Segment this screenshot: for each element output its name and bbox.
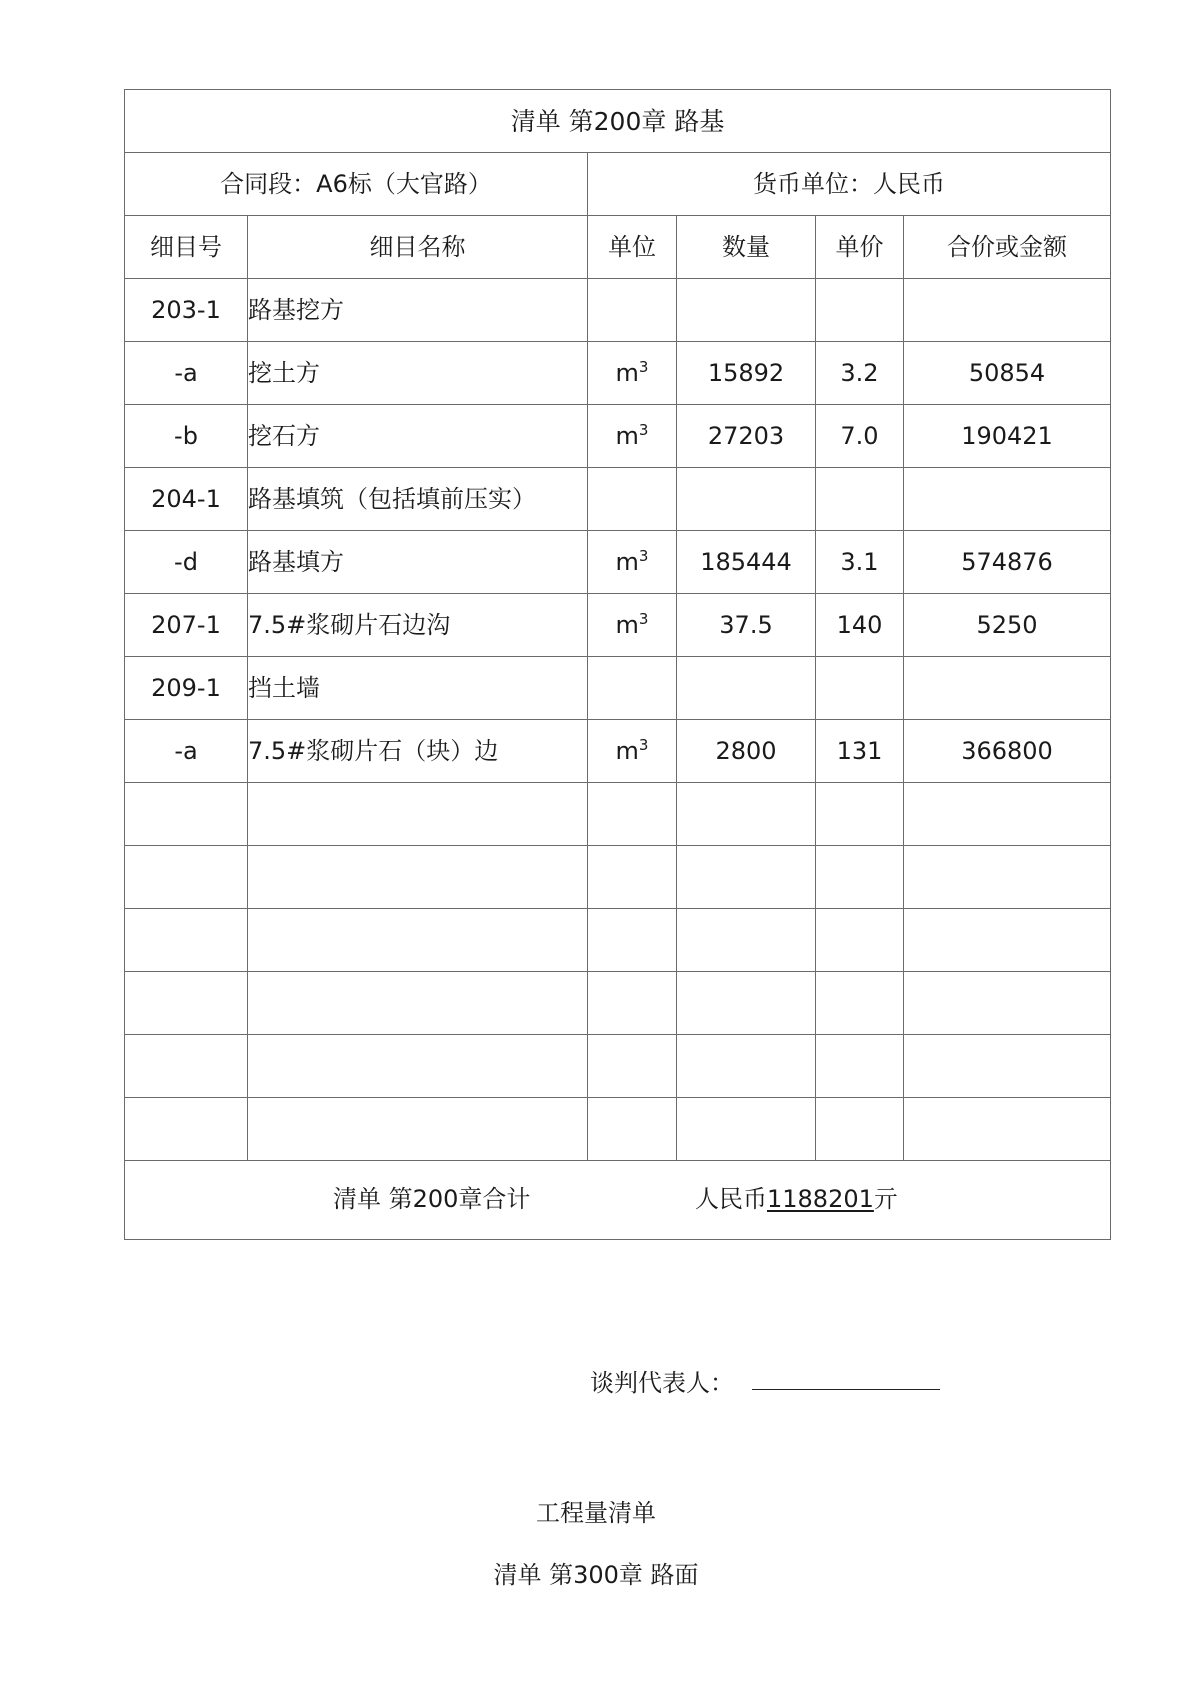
- row-unit-price: [816, 468, 904, 531]
- column-header-amount: 合价或金额: [904, 216, 1111, 279]
- row-name: [248, 405, 588, 468]
- row-amount: [904, 909, 1111, 972]
- row-unit-price: [816, 909, 904, 972]
- row-name-text: 路基填筑（包括填前压实）: [248, 485, 536, 513]
- row-unit: [588, 531, 677, 594]
- row-code: [125, 846, 248, 909]
- row-unit-text: m: [615, 611, 639, 639]
- table-row: [125, 342, 1111, 405]
- row-unit-exponent: 3: [638, 736, 649, 754]
- row-name: [248, 783, 588, 846]
- row-name: [248, 279, 588, 342]
- row-quantity: [677, 783, 816, 846]
- table-row: [125, 279, 1111, 342]
- row-amount: [904, 342, 1111, 405]
- row-name-text: 路基填方: [248, 548, 344, 576]
- row-unit-price-text: 3.2: [840, 359, 879, 387]
- row-quantity-text: 27203: [707, 422, 785, 450]
- table-row: [125, 720, 1111, 783]
- table-row: [125, 468, 1111, 531]
- row-name: [248, 342, 588, 405]
- column-header-unit: 单位: [588, 216, 677, 279]
- row-unit-price: [816, 657, 904, 720]
- row-name: [248, 1035, 588, 1098]
- row-code: [125, 1035, 248, 1098]
- row-name: [248, 972, 588, 1035]
- row-quantity: [677, 846, 816, 909]
- row-unit-price: [816, 531, 904, 594]
- row-unit-price: [816, 279, 904, 342]
- row-code: [125, 279, 248, 342]
- row-code-text: -a: [174, 359, 198, 387]
- row-unit-exponent: 3: [638, 421, 649, 439]
- row-quantity: [677, 720, 816, 783]
- row-code: [125, 783, 248, 846]
- table-meta-row: [125, 153, 1111, 216]
- row-amount: [904, 846, 1111, 909]
- table-title: 清单 第200章 路基: [125, 90, 1111, 153]
- row-code: [125, 1098, 248, 1161]
- row-amount: [904, 279, 1111, 342]
- row-name-text: 7.5#浆砌片石（块）边: [248, 737, 499, 765]
- row-unit-price: [816, 1035, 904, 1098]
- row-code: [125, 531, 248, 594]
- total-currency: 人民币: [695, 1185, 767, 1213]
- row-name-text: 挖土方: [248, 359, 320, 387]
- row-unit: [588, 405, 677, 468]
- row-unit-price-text: 7.0: [840, 422, 879, 450]
- row-unit-exponent: 3: [638, 610, 649, 628]
- row-amount: [904, 720, 1111, 783]
- row-unit-price-text: 140: [836, 611, 883, 639]
- row-quantity: [677, 342, 816, 405]
- row-quantity: [677, 1035, 816, 1098]
- row-unit-text: m: [615, 422, 639, 450]
- row-unit-text: m: [615, 737, 639, 765]
- row-unit-price: [816, 720, 904, 783]
- row-quantity: [677, 594, 816, 657]
- row-code: [125, 657, 248, 720]
- negotiator-signature-label: 谈判代表人：: [590, 1369, 734, 1397]
- row-code-text: -b: [174, 422, 198, 450]
- row-unit-price: [816, 405, 904, 468]
- row-amount-text: 5250: [976, 611, 1038, 639]
- row-name: [248, 531, 588, 594]
- row-unit-price: [816, 972, 904, 1035]
- row-code: [125, 405, 248, 468]
- contract-section-label: 合同段：A6标（大官路）: [125, 153, 588, 216]
- total-amount: [695, 1187, 898, 1211]
- column-header-row: [125, 216, 1111, 279]
- table-title-row: [125, 90, 1111, 153]
- row-quantity: [677, 1098, 816, 1161]
- row-unit: [588, 783, 677, 846]
- row-name: [248, 657, 588, 720]
- total-row: [125, 1161, 1111, 1240]
- table-row: [125, 846, 1111, 909]
- row-name: [248, 846, 588, 909]
- column-header-code: 细目号: [125, 216, 248, 279]
- table-row: [125, 1035, 1111, 1098]
- row-amount: [904, 972, 1111, 1035]
- total-value: 1188201: [767, 1185, 874, 1213]
- row-code-text: 203-1: [151, 296, 221, 324]
- row-amount: [904, 783, 1111, 846]
- row-amount-text: 366800: [961, 737, 1053, 765]
- row-amount: [904, 468, 1111, 531]
- row-amount: [904, 531, 1111, 594]
- row-quantity: [677, 279, 816, 342]
- row-name-text: 7.5#浆砌片石边沟: [248, 611, 451, 639]
- table-row: [125, 972, 1111, 1035]
- row-quantity: [677, 531, 816, 594]
- table-row: [125, 594, 1111, 657]
- row-unit-exponent: 3: [638, 547, 649, 565]
- row-unit-price: [816, 1098, 904, 1161]
- row-code: [125, 909, 248, 972]
- row-unit: [588, 720, 677, 783]
- row-code: [125, 972, 248, 1035]
- row-unit-text: m: [615, 548, 639, 576]
- row-amount-text: 574876: [961, 548, 1053, 576]
- row-amount-text: 50854: [968, 359, 1046, 387]
- row-unit-price: [816, 783, 904, 846]
- row-unit: [588, 657, 677, 720]
- table-row: [125, 531, 1111, 594]
- bill-of-quantities-table: [124, 89, 1111, 1240]
- row-unit-price: [816, 594, 904, 657]
- row-code-text: 209-1: [151, 674, 221, 702]
- document-title: 工程量清单: [536, 1499, 656, 1527]
- next-chapter-title: 清单 第300章 路面: [493, 1561, 699, 1589]
- row-name: [248, 468, 588, 531]
- row-name-text: 路基挖方: [248, 296, 344, 324]
- row-unit: [588, 909, 677, 972]
- row-unit: [588, 594, 677, 657]
- row-code: [125, 342, 248, 405]
- column-header-unit-price: 单价: [816, 216, 904, 279]
- signature-line: [752, 1389, 940, 1390]
- row-quantity: [677, 972, 816, 1035]
- row-code-text: -a: [174, 737, 198, 765]
- row-amount: [904, 657, 1111, 720]
- row-quantity-text: 2800: [715, 737, 777, 765]
- row-unit-price-text: 3.1: [840, 548, 879, 576]
- row-unit: [588, 279, 677, 342]
- total-cell: [125, 1161, 1111, 1240]
- row-code-text: 207-1: [151, 611, 221, 639]
- row-code-text: -d: [174, 548, 198, 576]
- row-quantity: [677, 657, 816, 720]
- total-label: 清单 第200章合计: [333, 1185, 531, 1213]
- row-name: [248, 594, 588, 657]
- row-code: [125, 594, 248, 657]
- row-unit-price: [816, 342, 904, 405]
- row-code-text: 204-1: [151, 485, 221, 513]
- row-amount: [904, 594, 1111, 657]
- row-unit: [588, 1098, 677, 1161]
- row-unit-price: [816, 846, 904, 909]
- row-unit: [588, 468, 677, 531]
- row-amount: [904, 405, 1111, 468]
- table-row: [125, 909, 1111, 972]
- row-unit: [588, 972, 677, 1035]
- row-code: [125, 720, 248, 783]
- row-unit-exponent: 3: [638, 358, 649, 376]
- row-name: [248, 909, 588, 972]
- row-amount: [904, 1098, 1111, 1161]
- table-row: [125, 1098, 1111, 1161]
- column-header-quantity: 数量: [677, 216, 816, 279]
- row-unit: [588, 1035, 677, 1098]
- row-name: [248, 720, 588, 783]
- currency-unit-label: 货币单位：人民币: [588, 153, 1111, 216]
- row-unit-price-text: 131: [836, 737, 883, 765]
- total-suffix: 亓: [873, 1185, 898, 1213]
- row-name-text: 挡土墙: [248, 674, 320, 702]
- row-name: [248, 1098, 588, 1161]
- row-unit: [588, 342, 677, 405]
- row-amount-text: 190421: [961, 422, 1053, 450]
- row-quantity-text: 37.5: [719, 611, 773, 639]
- row-quantity-text: 15892: [707, 359, 785, 387]
- table-row: [125, 783, 1111, 846]
- row-quantity: [677, 468, 816, 531]
- table-row: [125, 657, 1111, 720]
- column-header-name: 细目名称: [248, 216, 588, 279]
- row-name-text: 挖石方: [248, 422, 320, 450]
- row-amount: [904, 1035, 1111, 1098]
- row-quantity: [677, 909, 816, 972]
- row-unit-text: m: [615, 359, 639, 387]
- row-quantity: [677, 405, 816, 468]
- row-code: [125, 468, 248, 531]
- row-quantity-text: 185444: [700, 548, 792, 576]
- row-unit: [588, 846, 677, 909]
- table-row: [125, 405, 1111, 468]
